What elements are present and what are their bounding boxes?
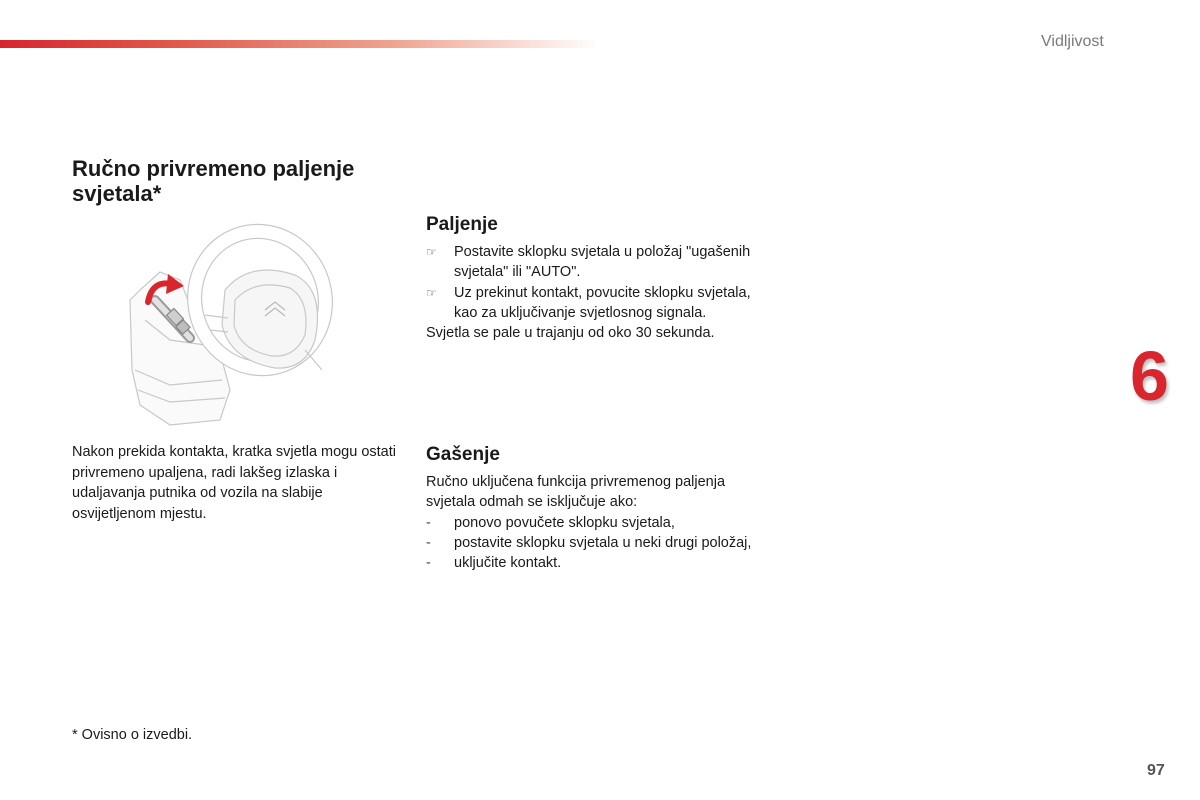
list-item — [426, 533, 756, 553]
paljenje-note: Svjetla se pale u trajanju od oko 30 sekunda. — [426, 325, 715, 342]
page-title: Ručno privremeno paljenje svjetala* — [72, 156, 355, 206]
gasenje-heading: Gašenje — [426, 444, 500, 465]
gasenje-item-text: postavite sklopku svjetala u neki drugi položaj, — [454, 534, 752, 551]
pointing-hand-icon: ☞ — [426, 245, 437, 259]
paljenje-heading: Paljenje — [426, 214, 498, 235]
gasenje-item-text: ponovo povučete sklopku svjetala, — [454, 514, 675, 531]
list-item — [426, 513, 756, 533]
gasenje-intro: Ručno uključena funkcija privremenog paljenja svjetala odmah se isključuje ako: — [426, 474, 726, 511]
list-item — [426, 242, 756, 283]
paljenje-item-text: Postavite sklopku svjetala u položaj "ugašenih svjetala" ili "AUTO". — [454, 244, 751, 281]
pointing-hand-icon: ☞ — [426, 285, 437, 300]
footnote: * Ovisno o izvedbi. — [72, 727, 193, 743]
chapter-number: 6 — [1130, 337, 1169, 415]
header-accent-bar — [0, 40, 600, 48]
page-number: 97 — [1147, 762, 1165, 779]
dash-marker: - — [426, 555, 431, 572]
gasenje-item-text: uključite kontakt. — [454, 555, 562, 572]
list-item — [426, 283, 756, 324]
dash-marker: - — [426, 534, 431, 551]
gasenje-block — [426, 472, 756, 573]
list-item — [426, 553, 756, 573]
paljenje-item-text: Uz prekinut kontakt, povucite sklopku svjetala, kao za uključivanje svjetlosnog signala. — [454, 284, 751, 321]
paljenje-block — [426, 242, 756, 343]
steering-wheel-light-stalk-illustration — [110, 220, 360, 430]
section-title: Vidljivost — [1041, 33, 1104, 50]
left-paragraph: Nakon prekida kontakta, kratka svjetla mogu ostati privremeno upaljena, radi lakšeg izlaska i udaljavanja putnika od vozila na slabije osvijetljenom mjestu. — [72, 444, 396, 522]
dash-marker: - — [426, 514, 431, 531]
